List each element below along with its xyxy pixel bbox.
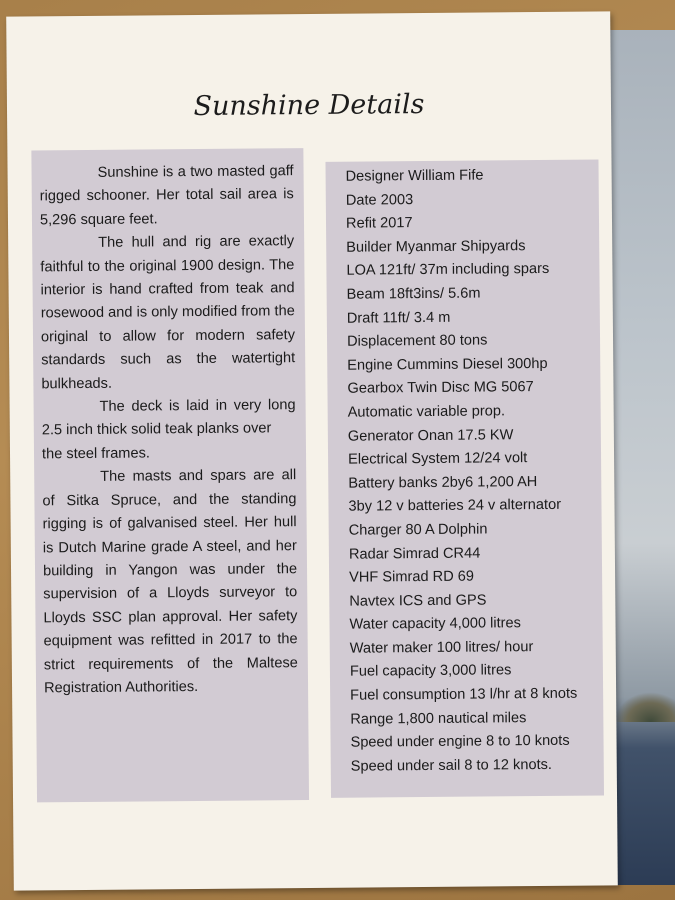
spec-fuel-capacity: Fuel capacity 3,000 litres	[349, 662, 512, 681]
description-paragraph: The masts and spars are all of Sitka Spruce, and the standing rigging is of galvanised steel. Her hull is Dutch Marine grade A steel, and her building in Yangon was under the supervision of a Lloyds surveyor to Lloyds SSC plan approval. Her safety equipment was refitted in 2017 to the strict requirements of the Maltese Registration Authorities.	[42, 467, 298, 697]
spec-engine: Engine Cummins Diesel 300hp	[347, 355, 548, 374]
spec-loa: LOA 121ft/ 37m including spars	[346, 261, 550, 280]
spec-propeller: Automatic variable prop.	[347, 403, 506, 421]
spec-speed-sail: Speed under sail 8 to 12 knots.	[350, 756, 553, 775]
description-paragraph: Sunshine is a two masted gaff rigged schooner. Her total sail area is 5,296 square feet.	[39, 163, 294, 229]
spec-water-capacity: Water capacity 4,000 litres	[349, 615, 522, 633]
spec-designer: Designer William Fife	[345, 167, 484, 185]
island-silhouette	[614, 692, 675, 722]
brochure-card	[6, 11, 618, 890]
spec-navtex: Navtex ICS and GPS	[349, 592, 487, 610]
spec-electrical: Electrical System 12/24 volt	[348, 450, 528, 468]
spec-builder: Builder Myanmar Shipyards	[346, 237, 526, 256]
spec-fuel-consumption: Fuel consumption 13 l/hr at 8 knots	[350, 685, 578, 704]
description-paragraph: the steel frames.	[41, 445, 150, 463]
spec-speed-engine: Speed under engine 8 to 10 knots	[350, 733, 570, 751]
spec-date: Date 2003	[345, 191, 414, 209]
specifications-list	[346, 164, 596, 780]
spec-draft: Draft 11ft/ 3.4 m	[346, 309, 451, 327]
description-text	[39, 160, 298, 701]
spec-batteries-alternator: 3by 12 v batteries 24 v alternator	[348, 497, 562, 515]
spec-vhf: VHF Simrad RD 69	[349, 568, 475, 586]
spec-beam: Beam 18ft3ins/ 5.6m	[346, 285, 481, 303]
description-paragraph: The deck is laid in very long 2.5 inch thick solid teak planks over	[41, 397, 296, 439]
spec-displacement: Displacement 80 tons	[346, 332, 488, 350]
spec-water-maker: Water maker 100 litres/ hour	[349, 638, 534, 657]
spec-range: Range 1,800 nautical miles	[350, 709, 527, 728]
page-title: Sunshine Details	[193, 89, 425, 123]
spec-charger: Charger 80 A Dolphin	[348, 521, 488, 539]
spec-battery-banks: Battery banks 2by6 1,200 AH	[348, 473, 538, 492]
description-paragraph: The hull and rig are exactly faithful to the original 1900 design. The interior is hand crafted from teak and rosewood and is only modified from the original to allow for modern safety standards such as the watertight bulkheads.	[40, 233, 296, 393]
spec-refit: Refit 2017	[345, 215, 413, 232]
spec-generator: Generator Onan 17.5 KW	[347, 426, 514, 445]
spec-gearbox: Gearbox Twin Disc MG 5067	[347, 379, 534, 398]
spec-radar: Radar Simrad CR44	[348, 545, 481, 563]
